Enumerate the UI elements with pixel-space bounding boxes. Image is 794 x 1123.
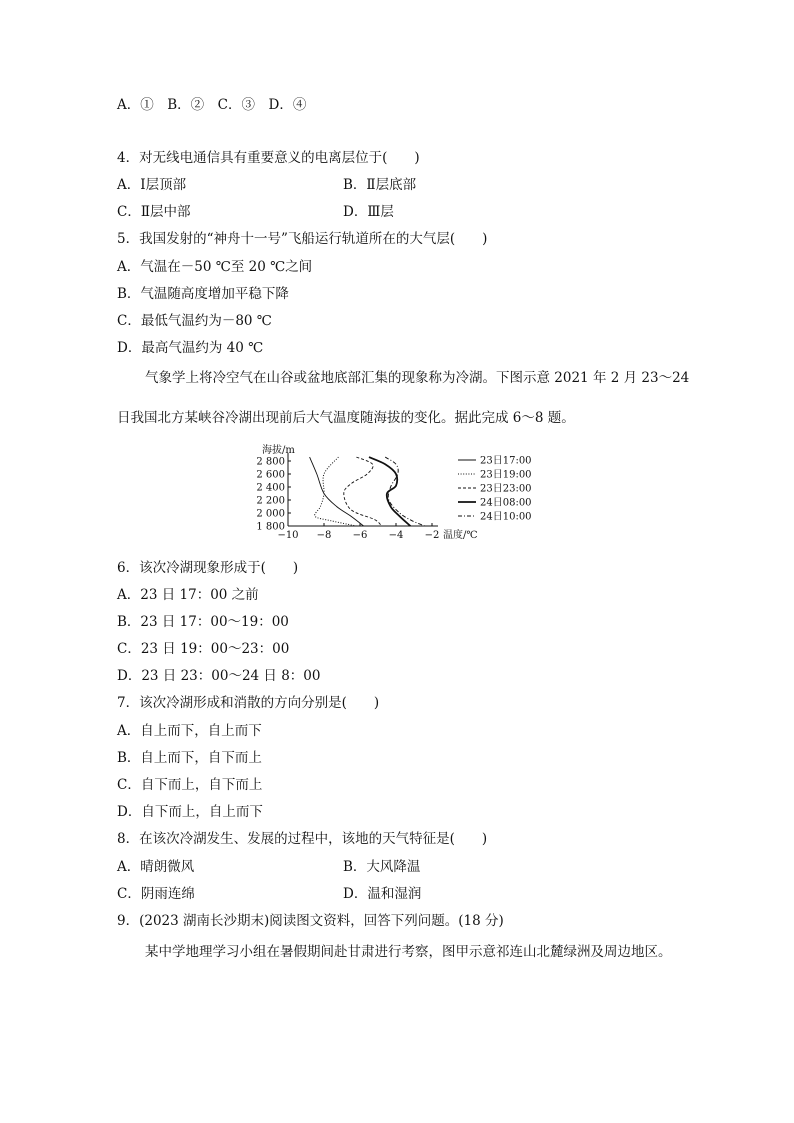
legend-label-3: 23日23:00 (480, 483, 532, 495)
chart-legend (458, 455, 532, 523)
x-tick-label: −2 (424, 530, 440, 541)
y-tick-label: 2 600 (256, 469, 285, 481)
x-tick-label: −6 (352, 530, 368, 541)
q4-option-b: B．Ⅱ层底部 (343, 177, 417, 193)
q5-option-a: A．气温在－50 ℃至 20 ℃之间 (117, 259, 313, 275)
q6-option-d: D．23 日 23：00～24 日 8：00 (117, 668, 321, 684)
q5-option-c: C．最低气温约为－80 ℃ (117, 313, 272, 329)
q4-stem: 4．对无线电通信具有重要意义的电离层位于( ) (117, 150, 420, 166)
q7-stem: 7．该次冷湖形成和消散的方向分别是( ) (117, 695, 380, 711)
q7-option-a: A．自上而下，自上而下 (117, 723, 262, 739)
y-tick-label: 2 000 (256, 508, 285, 520)
intro-line-1: 气象学上将冷空气在山谷或盆地底部汇集的现象称为冷湖。下图示意 2021 年 2 月 23～24 (145, 370, 690, 386)
y-tick-label: 1 800 (256, 521, 285, 533)
y-tick-label: 2 800 (256, 456, 285, 468)
cold-lake-temperature-chart (250, 444, 550, 552)
q8-option-a: A．晴朗微风 (117, 859, 195, 875)
q8-option-c: C．阴雨连绵 (117, 886, 195, 902)
chart-axes (256, 444, 477, 541)
q7-option-c: C．自下而上，自下而上 (117, 777, 263, 793)
q6-option-b: B．23 日 17：00～19：00 (117, 614, 289, 630)
chart-curves (310, 457, 425, 526)
q9-text: 某中学地理学习小组在暑假期间赴甘肃进行考察，图甲示意祁连山北麓绿洲及周边地区。 (145, 944, 672, 960)
q7-option-b: B．自上而下，自下而上 (117, 750, 262, 766)
q4-option-a: A．Ⅰ层顶部 (117, 177, 187, 193)
legend-label-2: 23日19:00 (480, 469, 532, 481)
q5-option-d: D．最高气温约为 40 ℃ (117, 340, 264, 356)
q7-option-d: D．自下而上，自上而下 (117, 804, 263, 820)
q8-stem: 8．在该次冷湖发生、发展的过程中，该地的天气特征是( ) (117, 831, 488, 847)
legend-label-1: 23日17:00 (480, 455, 532, 467)
q4-option-c: C．Ⅱ层中部 (117, 204, 191, 220)
x-tick-label: −4 (388, 530, 404, 541)
q9-stem: 9．(2023 湖南长沙期末)阅读图文资料，回答下列问题。(18 分) (117, 913, 504, 929)
series-line-1 (310, 457, 364, 526)
q4-option-d: D．Ⅲ层 (343, 204, 394, 220)
legend-label-4: 24日08:00 (480, 497, 532, 509)
x-tick-label: −8 (316, 530, 332, 541)
q5-stem: 5．我国发射的“神舟十一号”飞船运行轨道所在的大气层( ) (117, 231, 488, 247)
x-tick-label: −10 (277, 530, 299, 541)
q6-option-c: C．23 日 19：00～23：00 (117, 641, 290, 657)
x-axis-label: 温度/℃ (443, 530, 478, 541)
intro-line-2: 日我国北方某峡谷冷湖出现前后大气温度随海拔的变化。据此完成 6～8 题。 (117, 410, 575, 426)
y-tick-label: 2 200 (256, 495, 285, 507)
legend-label-5: 24日10:00 (480, 511, 532, 523)
y-axis-label: 海拔/m (262, 445, 295, 456)
series-line-4 (369, 457, 410, 526)
q3-options: A．① B．② C．③ D．④ (117, 97, 307, 113)
q8-option-d: D．温和湿润 (343, 886, 422, 902)
q6-stem: 6．该次冷湖现象形成于( ) (117, 560, 299, 576)
q6-option-a: A．23 日 17：00 之前 (117, 587, 259, 603)
q5-option-b: B．气温随高度增加平稳下降 (117, 286, 289, 302)
q8-option-b: B．大风降温 (343, 859, 421, 875)
y-tick-label: 2 400 (256, 482, 285, 494)
